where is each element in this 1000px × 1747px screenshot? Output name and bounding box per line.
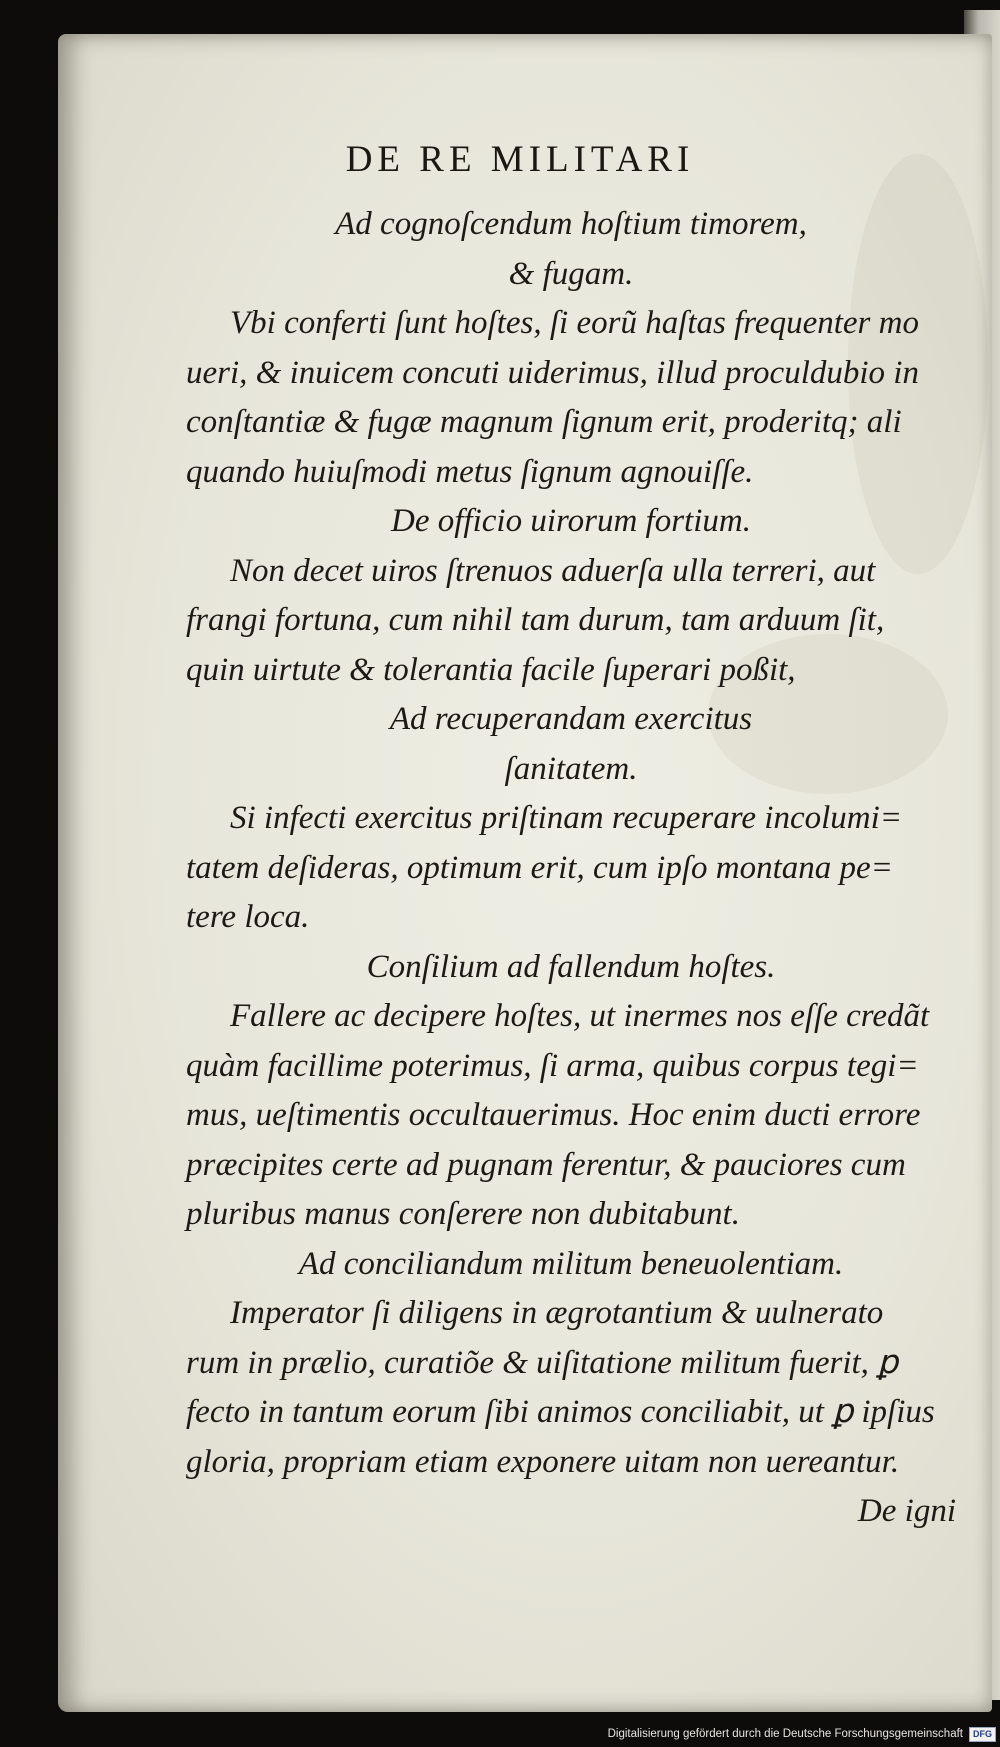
text-line: tatem deſideras, optimum erit, cum ipſo montana pe=: [186, 849, 893, 886]
text-line: quando huiuſmodi metus ſignum agnouiſſe.: [186, 453, 754, 490]
text-line: mus, ueſtimentis occultauerimus. Hoc enim ducti errore: [186, 1097, 921, 1133]
text-line: quàm facillime poterimus, ſi arma, quibus corpus tegi=: [186, 1047, 919, 1084]
text-line: rum in prælio, curatiõe & uiſitatione militum fuerit, ꝑ: [186, 1344, 899, 1381]
text-line: Non decet uiros ſtrenuos aduerſa ulla terreri, aut: [230, 552, 876, 589]
dfg-logo: DFG: [969, 1727, 996, 1742]
text-line: quin uirtute & tolerantia facile ſuperari poßit,: [186, 651, 796, 688]
text-line: Vbi conferti ſunt hoſtes, ſi eorũ haſtas frequenter mo: [230, 305, 919, 341]
section-heading-line: Ad recuperandam exercitus: [389, 701, 753, 737]
section-heading-line: Ad cognoſcendum hoſtium timorem,: [335, 206, 807, 242]
text-line: pluribus manus conſerere non dubitabunt.: [186, 1196, 740, 1232]
section-heading-line: Conſilium ad fallendum hoſtes.: [366, 948, 776, 985]
running-head: DE RE MILITARI: [345, 139, 695, 180]
text-line: Si infecti exercitus priſtinam recuperare incolumi=: [230, 800, 903, 836]
text-line: præcipites certe ad pugnam ferentur, & pauciores cum: [186, 1146, 906, 1183]
text-line: frangi fortuna, cum nihil tam durum, tam arduum ſit,: [186, 602, 885, 638]
text-line: tere loca.: [186, 899, 310, 935]
text-line: ueri, & inuicem concuti uiderimus, illud proculdubio in: [186, 354, 919, 391]
section-heading-line: & fugam.: [508, 255, 634, 292]
digitization-credit: [608, 1725, 996, 1743]
section-heading-line: ſanitatem.: [504, 750, 638, 787]
text-line: fecto in tantum eorum ſibi animos conciliabit, ut ꝑ ipſius: [186, 1394, 935, 1430]
section-heading-line: De officio uirorum fortium.: [391, 503, 751, 539]
credit-text: Digitalisierung gefördert durch die Deutsche Forschungsgemeinschaft: [607, 1728, 963, 1740]
text-line: Imperator ſi diligens in ægrotantium & uulnerato: [230, 1295, 884, 1331]
text-line: gloria, propriam etiam exponere uitam non uereantur.: [186, 1443, 900, 1480]
page-body-text: [186, 200, 956, 1537]
section-heading-line: Ad conciliandum militum beneuolentiam.: [298, 1245, 844, 1282]
text-line: conſtantiæ & fugæ magnum ſignum erit, proderitq; ali: [186, 404, 902, 440]
text-line: Fallere ac decipere hoſtes, ut inermes nos eſſe credãt: [230, 998, 930, 1034]
catchword: De igni: [857, 1493, 956, 1529]
